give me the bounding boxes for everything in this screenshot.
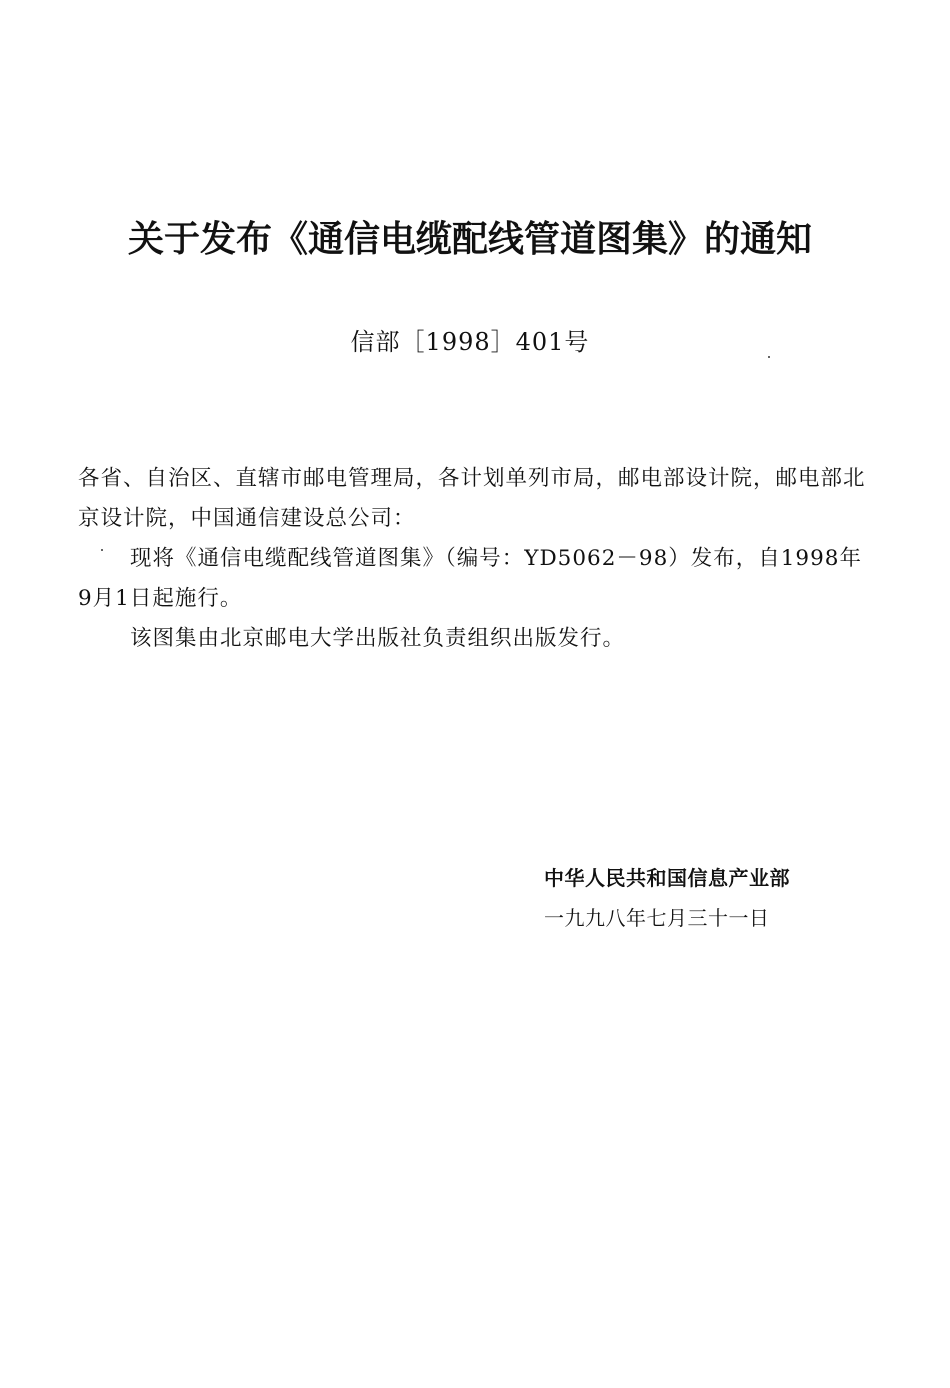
document-number: 信部［1998］401号	[350, 328, 590, 356]
scan-speck	[768, 356, 770, 358]
issue-date: 一九九八年七月三十一日	[544, 906, 770, 930]
body-paragraph: 该图集由北京邮电大学出版社负责组织出版发行。	[130, 626, 626, 651]
addressees: 各省、自治区、直辖市邮电管理局，各计划单列市局，邮电部设计院，邮电部北京设计院，中国通信建设总公司：	[78, 466, 866, 531]
issuing-organization: 中华人民共和国信息产业部	[544, 866, 790, 890]
document-title: 关于发布《通信电缆配线管道图集》的通知	[127, 219, 812, 260]
body-paragraph: 现将《通信电缆配线管道图集》（编号：YD5062－98）发布，自1998年9月1日起施行。	[78, 546, 862, 611]
signature-block	[544, 860, 864, 936]
document-body	[78, 459, 868, 659]
